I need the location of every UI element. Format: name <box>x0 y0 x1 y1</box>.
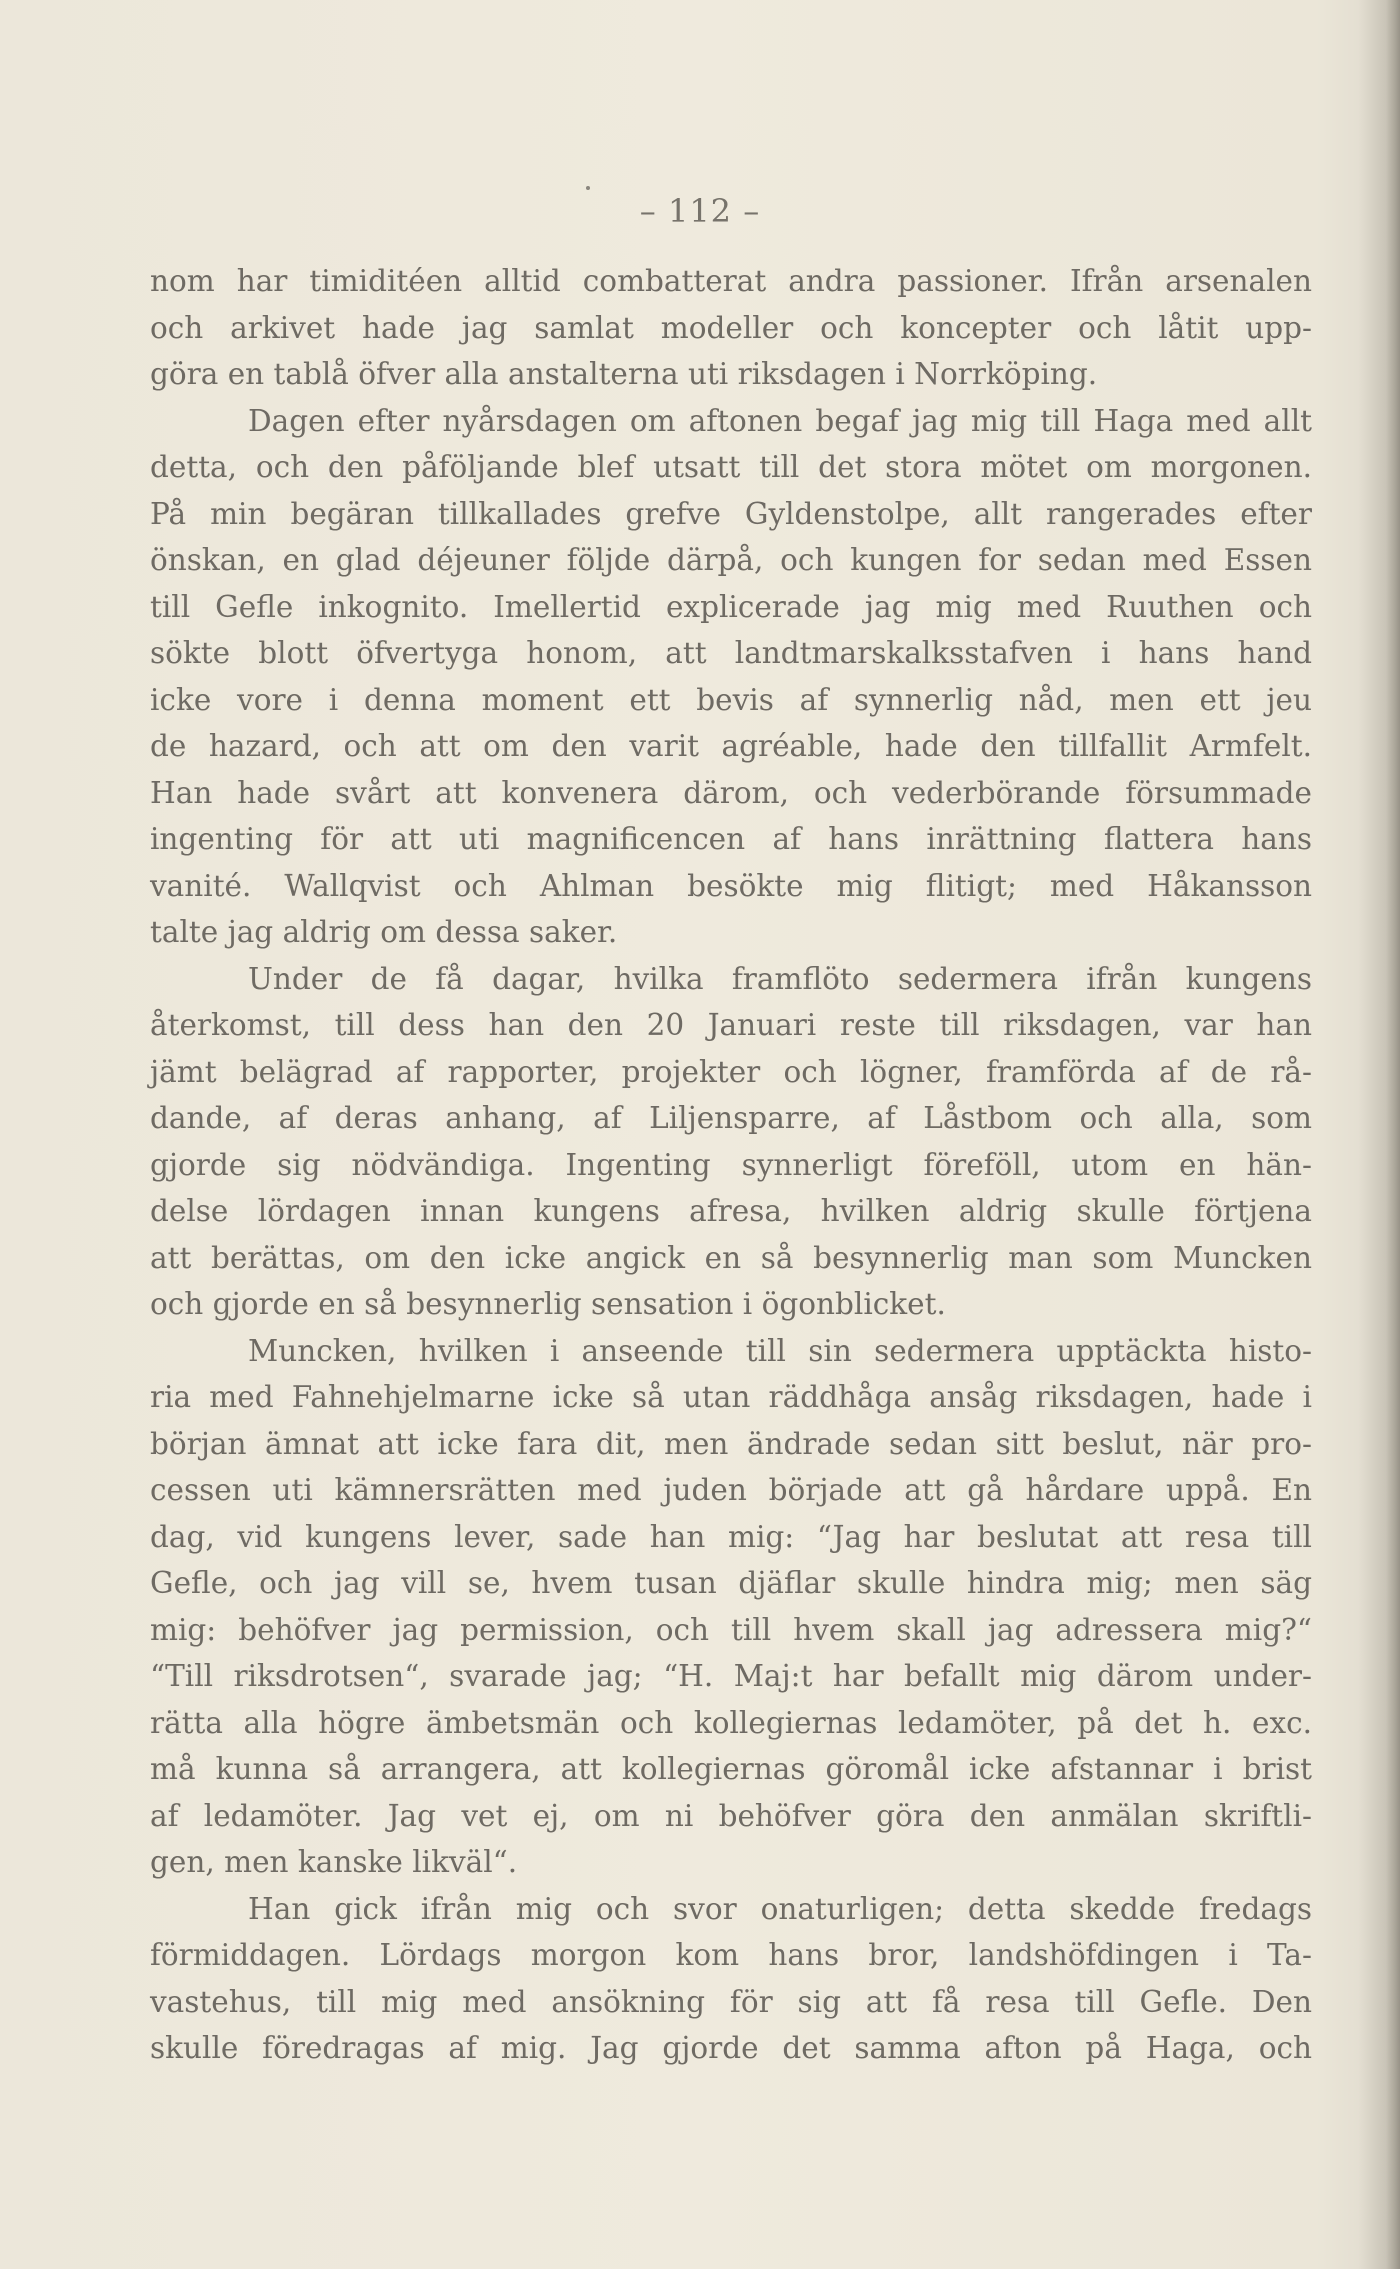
page-number: – 112 – <box>639 192 761 230</box>
text-line: skulle föredragas af mig. Jag gjorde det samma afton på Haga, och <box>150 2031 1312 2065</box>
text-line: Dagen efter nyårsdagen om aftonen begaf jag mig till Haga med allt <box>248 403 1312 438</box>
text-line: icke vore i denna moment ett bevis af synnerlig nåd, men ett jeu <box>150 682 1312 717</box>
text-line: nom har timiditéen alltid combatterat andra passioner. Ifrån arsenalen <box>150 264 1312 298</box>
text-line: att berättas, om den icke angick en så besynnerlig man som Muncken <box>150 1240 1312 1275</box>
text-line: göra en tablå öfver alla anstalterna uti riksdagen i Norrköping. <box>150 357 1098 391</box>
text-line: cessen uti kämnersrätten med juden började att gå hårdare uppå. En <box>150 1473 1312 1507</box>
text-line: början ämnat att icke fara dit, men ändrade sedan sitt beslut, när pro- <box>150 1426 1312 1461</box>
text-line: “Till riksdrotsen“, svarade jag; “H. Maj:t har befallt mig därom under- <box>150 1659 1312 1693</box>
text-line: talte jag aldrig om dessa saker. <box>150 915 618 949</box>
text-line: gjorde sig nödvändiga. Ingenting synnerligt föreföll, utom en hän- <box>150 1147 1312 1182</box>
text-line: Han gick ifrån mig och svor onaturligen; detta skedde fredags <box>248 1891 1312 1926</box>
text-line: önskan, en glad déjeuner följde därpå, och kungen for sedan med Essen <box>150 543 1312 577</box>
text-line: Gefle, och jag vill se, hvem tusan djäflar skulle hindra mig; men säg <box>150 1566 1312 1600</box>
text-line: dande, af deras anhang, af Liljensparre, af Låstbom och alla, som <box>150 1101 1312 1135</box>
text-line: gen, men kanske likväl“. <box>150 1845 518 1879</box>
text-line: vanité. Wallqvist och Ahlman besökte mig flitigt; med Håkansson <box>150 868 1312 903</box>
text-line: dag, vid kungens lever, sade han mig: “Jag har beslutat att resa till <box>150 1519 1312 1554</box>
text-line: må kunna så arrangera, att kollegiernas göromål icke afstannar i brist <box>150 1752 1312 1786</box>
text-line: ria med Fahnehjelmarne icke så utan räddhåga ansåg riksdagen, hade i <box>150 1380 1312 1414</box>
text-line: detta, och den påföljande blef utsatt till det stora mötet om morgonen. <box>150 450 1312 484</box>
text-line: de hazard, och att om den varit agréable, hade den tillfallit Armfelt. <box>150 729 1312 763</box>
page-edge-shadow <box>1386 0 1400 2269</box>
text-line: förmiddagen. Lördags morgon kom hans bror, landshöfdingen i Ta- <box>150 1938 1312 1972</box>
text-line: Under de få dagar, hvilka framflöto sedermera ifrån kungens <box>248 961 1312 996</box>
text-line: ingenting för att uti magnificencen af hans inrättning flattera hans <box>150 822 1312 856</box>
text-line: till Gefle inkognito. Imellertid explicerade jag mig med Ruuthen och <box>150 589 1312 624</box>
text-line: På min begäran tillkallades grefve Gyldenstolpe, allt rangerades efter <box>150 496 1312 531</box>
text-line: återkomst, till dess han den 20 Januari reste till riksdagen, var han <box>150 1008 1312 1042</box>
text-line: mig: behöfver jag permission, och till hvem skall jag adressera mig?“ <box>150 1612 1312 1647</box>
body-text <box>150 258 1312 2072</box>
text-line: Muncken, hvilken i anseende till sin sedermera upptäckta histo- <box>248 1333 1312 1368</box>
text-line: sökte blott öfvertyga honom, att landtmarskalksstafven i hans hand <box>150 636 1312 670</box>
text-line: af ledamöter. Jag vet ej, om ni behöfver göra den anmälan skriftli- <box>150 1798 1312 1833</box>
text-line: delse lördagen innan kungens afresa, hvilken aldrig skulle förtjena <box>150 1194 1312 1228</box>
text-line: och arkivet hade jag samlat modeller och koncepter och låtit upp- <box>150 310 1312 345</box>
text-line: och gjorde en så besynnerlig sensation i ögonblicket. <box>150 1287 946 1321</box>
text-line: Han hade svårt att konvenera därom, och vederbörande försummade <box>150 775 1312 810</box>
text-line: jämt belägrad af rapporter, projekter och lögner, framförda af de rå- <box>150 1054 1312 1089</box>
text-line: vastehus, till mig med ansökning för sig att få resa till Gefle. Den <box>150 1984 1312 2019</box>
print-speck <box>586 186 590 190</box>
text-line: rätta alla högre ämbetsmän och kollegiernas ledamöter, på det h. exc. <box>150 1705 1312 1740</box>
